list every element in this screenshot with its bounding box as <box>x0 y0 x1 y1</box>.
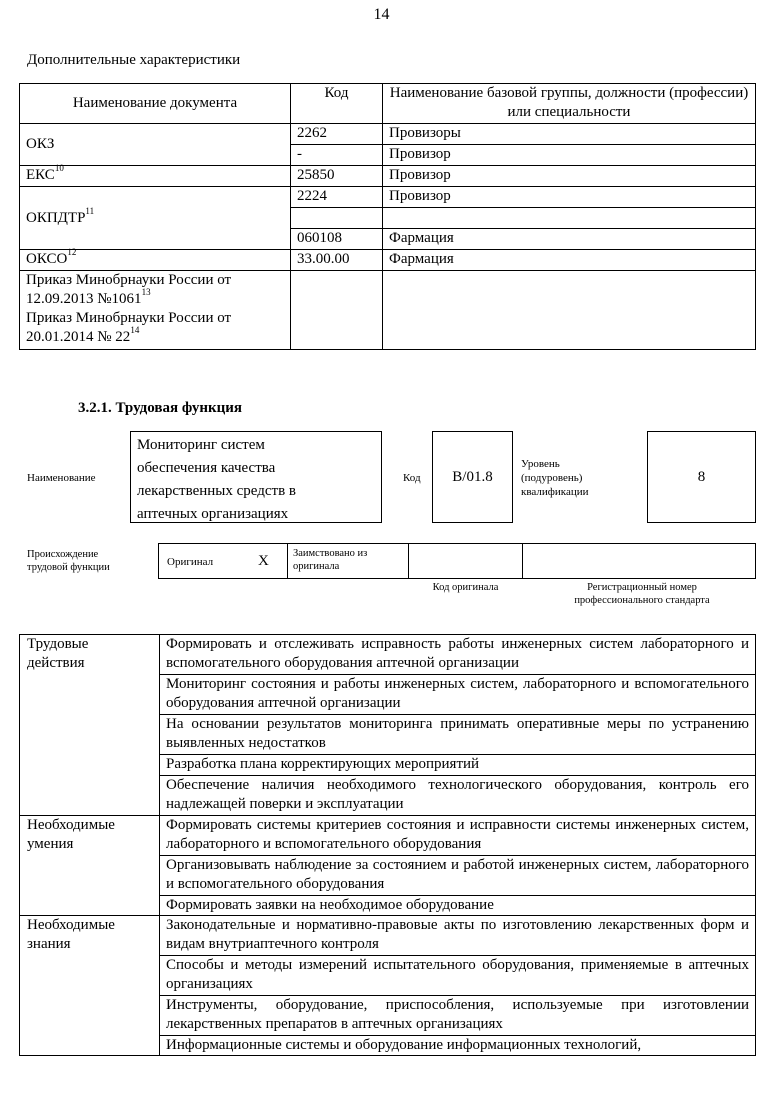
task-item: Мониторинг состояния и работы инженерных систем, лабораторного и вспомогательного оборудования аптечной организации <box>160 675 756 715</box>
category-label-line: знания <box>27 936 71 952</box>
category-required-knowledge <box>20 916 160 1056</box>
code-cell: 2224 <box>291 187 383 208</box>
task-item: На основании результатов мониторинга принимать оперативные меры по устранению выявленных недостатков <box>160 715 756 755</box>
origin-divider <box>522 543 523 579</box>
table-row <box>20 271 756 350</box>
doc-name-eks <box>20 163 291 187</box>
doc-name-okz: ОКЗ <box>20 124 291 166</box>
table-header-row <box>20 84 756 124</box>
doc-name-okso <box>20 247 291 271</box>
origin-label-line: трудовой функции <box>27 562 110 573</box>
function-name-box <box>130 431 382 523</box>
group-cell: Фармация <box>383 229 756 250</box>
borrowed-label-line: оригинала <box>293 561 340 572</box>
group-cell: Провизор <box>383 166 756 187</box>
group-cell: Фармация <box>383 250 756 271</box>
task-item: Формировать и отслеживать исправность работы инженерных систем лабораторного и вспомогательного оборудования аптечной организации <box>160 635 756 675</box>
function-name-line: обеспечения качества <box>137 460 276 476</box>
table-row <box>20 916 756 956</box>
labor-function-heading: 3.2.1. Трудовая функция <box>78 400 243 416</box>
category-label-line: Трудовые <box>27 636 89 652</box>
code-cell <box>291 208 383 229</box>
borrowed-label-line: Заимствовано из <box>293 548 368 559</box>
group-cell: Провизоры <box>383 124 756 145</box>
doc-name-orders <box>20 271 291 350</box>
header-doc-name: Наименование документа <box>20 84 291 124</box>
order2-line2: 20.01.2014 № 22 <box>26 329 131 345</box>
order1-line1: Приказ Минобрнауки России от <box>26 272 232 288</box>
task-item: Разработка плана корректирующих мероприятий <box>160 755 756 776</box>
category-required-skills <box>20 816 160 916</box>
level-label <box>521 457 588 499</box>
category-label-line: умения <box>27 836 74 852</box>
table-row <box>20 187 756 208</box>
code-cell: - <box>291 145 383 166</box>
labor-tasks-table <box>19 634 756 1056</box>
doc-name-text: ОКПДТР <box>26 209 86 226</box>
origin-divider <box>287 543 288 579</box>
order2-line1: Приказ Минобрнауки России от <box>26 310 232 326</box>
code-original-caption: Код оригинала <box>432 582 499 593</box>
original-mark: X <box>258 553 269 569</box>
code-cell: 25850 <box>291 166 383 187</box>
table-row <box>20 250 756 271</box>
reg-caption-line: Регистрационный номер <box>587 582 697 593</box>
category-label-line: Необходимые <box>27 817 115 833</box>
task-item: Инструменты, оборудование, приспособления, используемые при изготовлении лекарственных препаратов в аптечных организациях <box>160 996 756 1036</box>
category-labor-actions <box>20 635 160 816</box>
name-label: Наименование <box>27 472 96 484</box>
doc-name-okpdtr <box>20 187 291 250</box>
table-row <box>20 816 756 856</box>
table-row <box>20 166 756 187</box>
code-cell: 33.00.00 <box>291 250 383 271</box>
origin-label <box>27 548 110 574</box>
reg-number-caption <box>528 581 756 607</box>
borrowed-label <box>293 547 367 573</box>
group-cell <box>383 271 756 350</box>
origin-divider <box>408 543 409 579</box>
original-label: Оригинал <box>167 556 214 568</box>
footnote-ref: 11 <box>85 205 95 216</box>
footnote-ref: 14 <box>130 325 140 335</box>
task-item: Информационные системы и оборудование информационных технологий, <box>160 1036 756 1056</box>
reg-caption-line: профессионального стандарта <box>574 595 710 606</box>
task-item: Формировать системы критериев состояния и исправности системы инженерных систем, лабораторного и вспомогательного оборудования <box>160 816 756 856</box>
level-label-line: (подуровень) <box>521 472 583 484</box>
page-number: 14 <box>373 6 390 23</box>
function-name-line: лекарственных средств в <box>137 483 296 499</box>
doc-name-text: ОКСО <box>26 251 68 267</box>
task-item: Формировать заявки на необходимое оборудование <box>160 896 756 916</box>
function-name-line: аптечных организациях <box>137 506 289 522</box>
origin-label-line: Происхождение <box>27 549 99 560</box>
function-code-box <box>432 431 513 523</box>
footnote-ref: 13 <box>141 287 151 297</box>
header-code: Код <box>291 84 383 124</box>
group-cell <box>383 208 756 229</box>
origin-table <box>158 543 756 579</box>
table-row <box>20 635 756 675</box>
section-title: Дополнительные характеристики <box>27 52 241 68</box>
task-item: Организовывать наблюдение за состоянием и работой инженерных систем, лабораторного и вспомогательного оборудования <box>160 856 756 896</box>
level-value: 8 <box>697 468 706 485</box>
code-label: Код <box>403 472 421 484</box>
task-item: Способы и методы измерений испытательного оборудования, применяемые в аптечных организациях <box>160 956 756 996</box>
footnote-ref: 12 <box>67 247 77 257</box>
group-cell: Провизор <box>383 145 756 166</box>
code-cell <box>291 271 383 350</box>
table-row <box>20 124 756 145</box>
level-value-box <box>647 431 756 523</box>
code-cell: 2262 <box>291 124 383 145</box>
task-item: Обеспечение наличия необходимого технологического оборудования, контроль его надлежащей поверки и эксплуатации <box>160 776 756 816</box>
level-label-line: квалификации <box>521 486 589 498</box>
footnote-ref: 10 <box>54 163 64 173</box>
level-label-line: Уровень <box>521 458 560 470</box>
code-cell: 060108 <box>291 229 383 250</box>
category-label-line: действия <box>27 655 85 671</box>
doc-characteristics-table <box>19 83 756 350</box>
function-code-value: B/01.8 <box>452 468 493 485</box>
task-item: Законодательные и нормативно-правовые акты по изготовлению лекарственных форм и видам внутриаптечного контроля <box>160 916 756 956</box>
group-cell: Провизор <box>383 187 756 208</box>
header-group: Наименование базовой группы, должности (профессии) или специальности <box>383 84 756 124</box>
function-name-line: Мониторинг систем <box>137 437 265 453</box>
order1-line2: 12.09.2013 №1061 <box>26 291 142 307</box>
category-label-line: Необходимые <box>27 917 115 933</box>
doc-name-text: ЕКС <box>26 167 55 183</box>
